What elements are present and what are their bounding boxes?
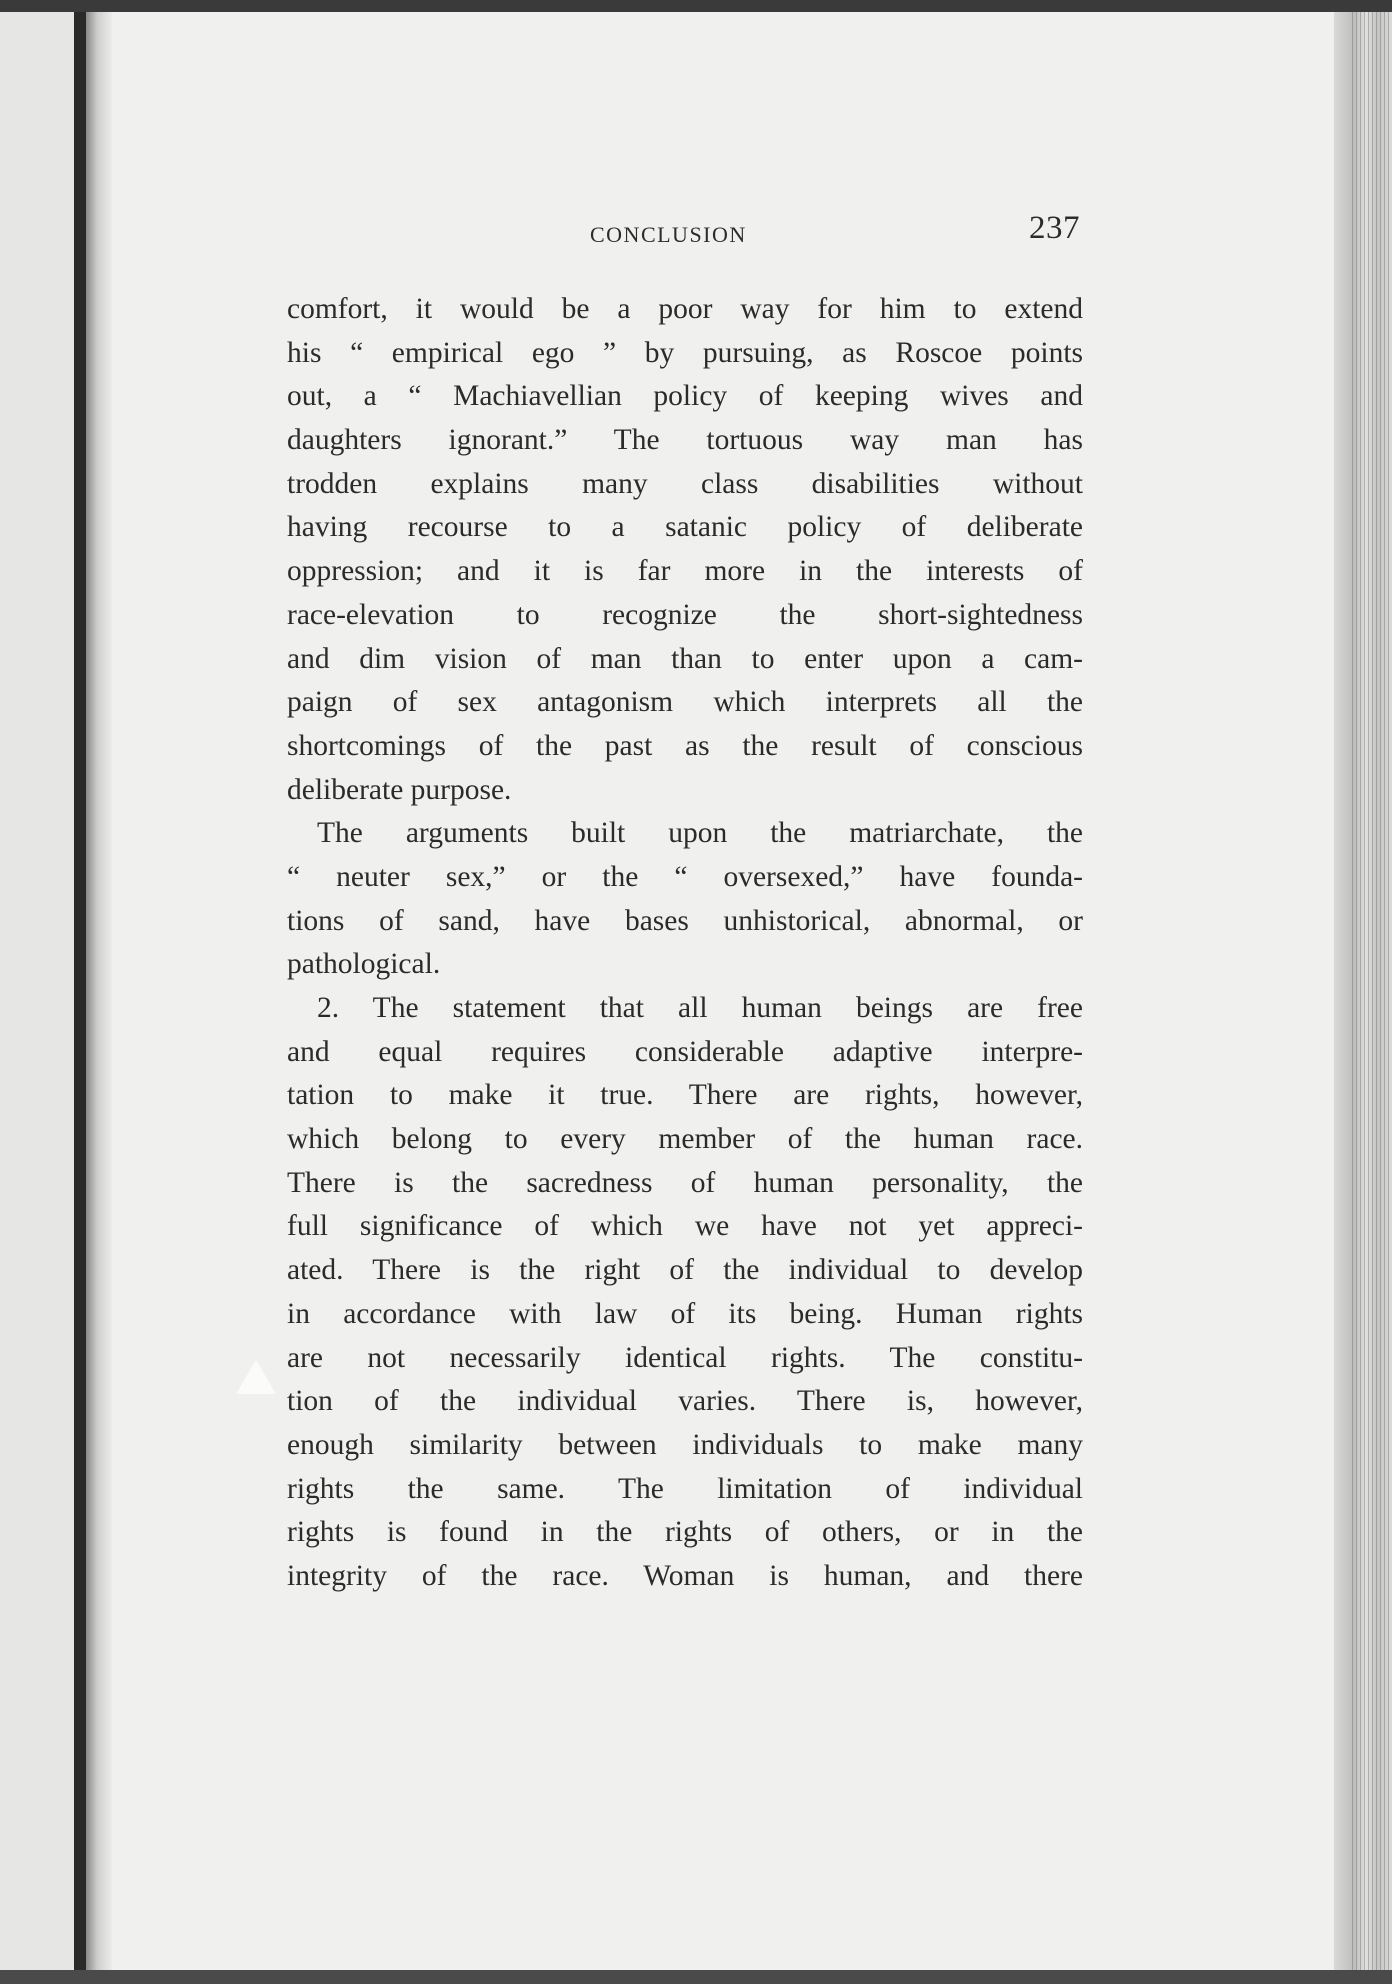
text-line: daughters ignorant.” The tortuous way man has	[287, 424, 1083, 457]
margin-mark	[236, 1360, 276, 1394]
text-line: race-elevation to recognize the short-sightedness	[287, 598, 1083, 631]
text-line: “ neuter sex,” or the “ oversexed,” have founda-	[287, 860, 1083, 893]
page-number: 237	[1029, 210, 1080, 246]
text-line: pathological.	[287, 948, 441, 981]
text-line: oppression; and it is far more in the interests of	[287, 555, 1083, 588]
text-line: are not necessarily identical rights. The constitu-	[287, 1341, 1083, 1374]
text-line: ated. There is the right of the individual to develop	[287, 1254, 1083, 1287]
text-line: tation to make it true. There are rights, however,	[287, 1079, 1083, 1112]
text-line: out, a “ Machiavellian policy of keeping wives and	[287, 380, 1083, 413]
body-text	[287, 288, 1083, 1599]
text-line: There is the sacredness of human personality, the	[287, 1166, 1083, 1199]
scan-bottom-border	[0, 1970, 1392, 1984]
text-line: which belong to every member of the human race.	[287, 1123, 1083, 1156]
text-line: rights is found in the rights of others, or in the	[287, 1516, 1083, 1549]
text-line: paign of sex antagonism which interprets all the	[287, 686, 1083, 719]
text-line: deliberate purpose.	[287, 773, 512, 806]
binding-gutter	[74, 0, 86, 1984]
section-title: CONCLUSION	[590, 222, 747, 247]
running-head	[290, 210, 1080, 260]
text-line: having recourse to a satanic policy of deliberate	[287, 511, 1083, 544]
page-stack-lines	[1352, 0, 1392, 1984]
text-line: tion of the individual varies. There is, however,	[287, 1385, 1083, 1418]
text-line: shortcomings of the past as the result of conscious	[287, 729, 1083, 762]
scan-top-border	[0, 0, 1392, 12]
text-line: 2. The statement that all human beings are free	[317, 992, 1083, 1024]
text-line: and equal requires considerable adaptive interpre-	[287, 1035, 1083, 1068]
gutter-shadow	[86, 0, 112, 1984]
text-line: tions of sand, have bases unhistorical, abnormal, or	[287, 904, 1083, 937]
text-line: comfort, it would be a poor way for him to extend	[287, 293, 1083, 325]
text-line: rights the same. The limitation of individual	[287, 1472, 1083, 1505]
text-line: enough similarity between individuals to make many	[287, 1428, 1083, 1461]
text-line: in accordance with law of its being. Human rights	[287, 1297, 1083, 1330]
text-line: The arguments built upon the matriarchate, the	[317, 817, 1083, 850]
text-line: trodden explains many class disabilities without	[287, 467, 1083, 500]
text-line: his “ empirical ego ” by pursuing, as Roscoe points	[287, 336, 1083, 369]
facing-page-edge	[0, 0, 74, 1984]
text-line: full significance of which we have not yet appreci-	[287, 1210, 1083, 1243]
text-line: integrity of the race. Woman is human, and there	[287, 1559, 1083, 1592]
text-line: and dim vision of man than to enter upon a cam-	[287, 642, 1083, 675]
